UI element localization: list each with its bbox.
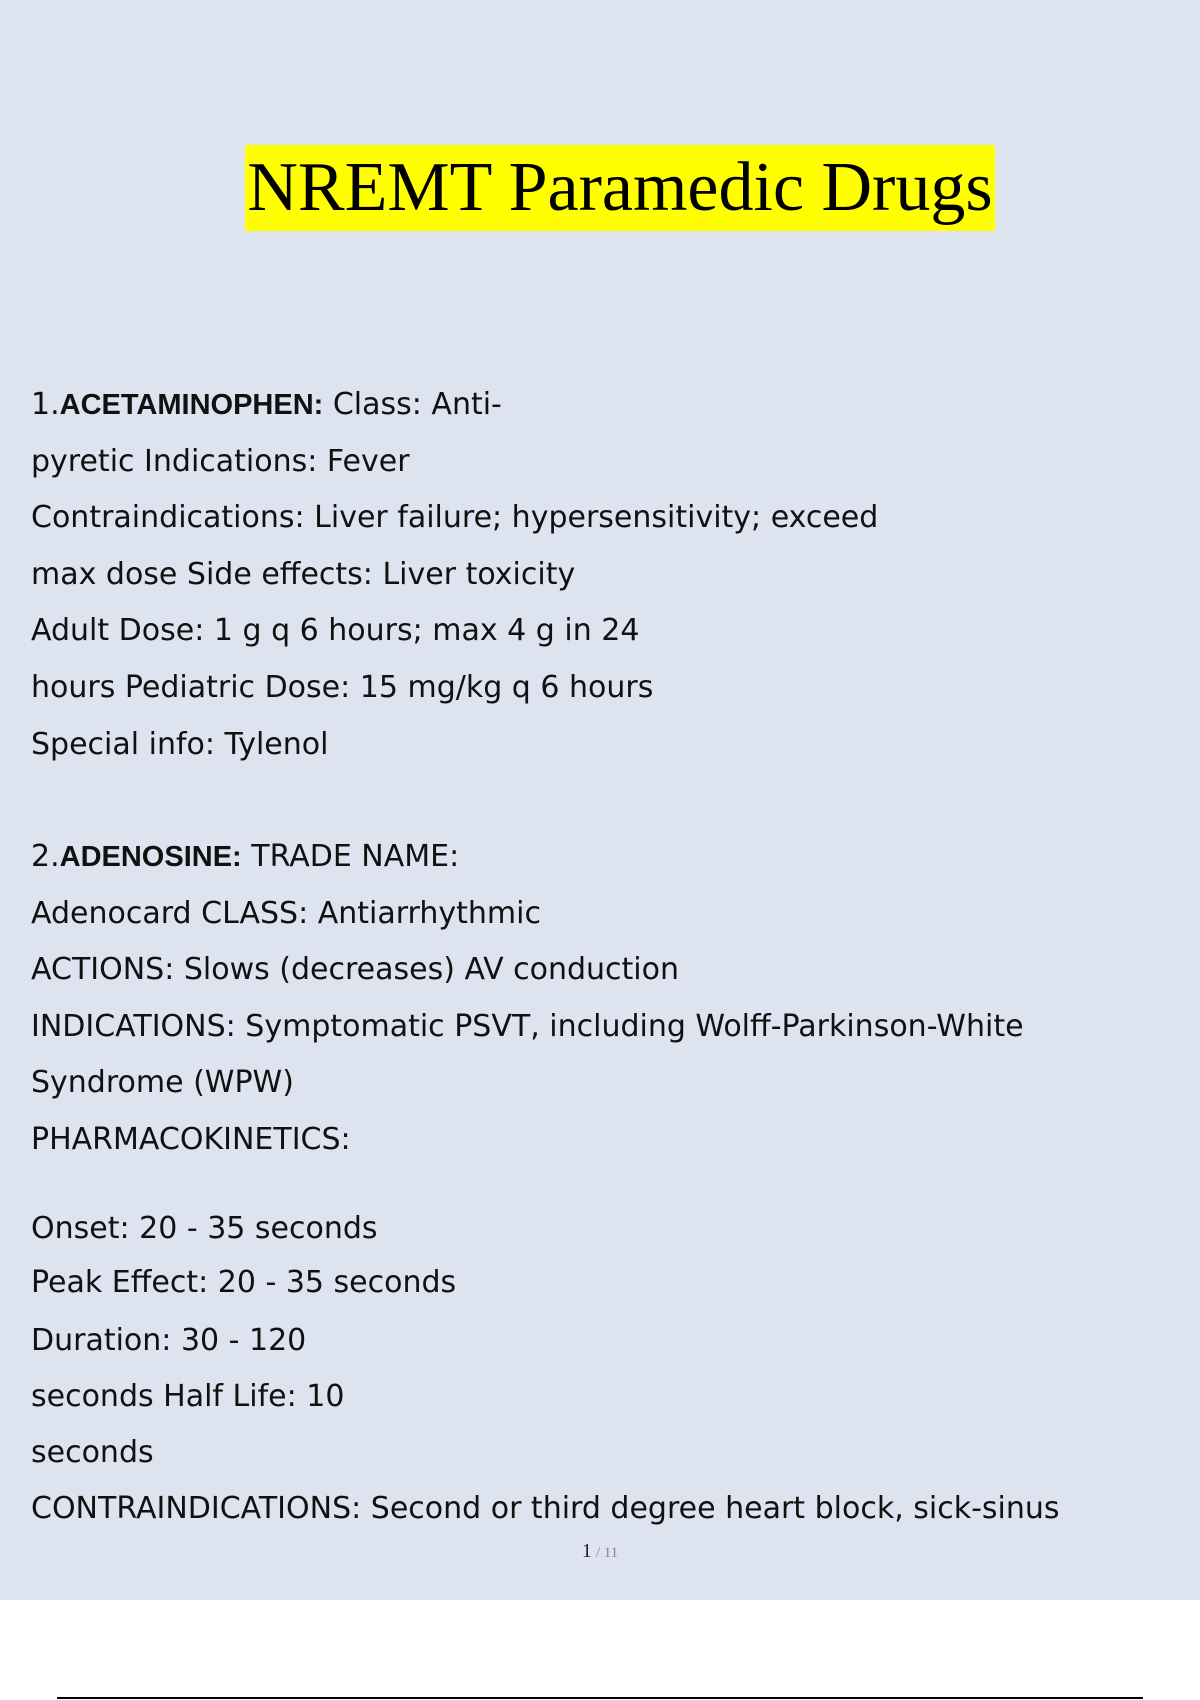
entry-line: seconds	[31, 1435, 154, 1470]
entry-2-heading	[31, 837, 459, 877]
drug-name: ACETAMINOPHEN:	[59, 389, 324, 421]
entry-line: Onset: 20 - 35 seconds	[31, 1211, 378, 1246]
total-pages: / 11	[595, 1545, 619, 1561]
entry-line: Duration: 30 - 120	[31, 1323, 307, 1358]
entry-1-heading	[31, 385, 502, 425]
entry-line: hours Pediatric Dose: 15 mg/kg q 6 hours	[31, 670, 654, 705]
entry-number: 2.	[31, 839, 60, 874]
document-title: NREMT Paramedic Drugs	[245, 145, 994, 231]
next-page-top-rule	[57, 1697, 1143, 1699]
page-indicator	[0, 1540, 1200, 1563]
entry-line: pyretic Indications: Fever	[31, 444, 410, 479]
entry-line: Special info: Tylenol	[31, 727, 329, 762]
title-container	[0, 145, 1200, 231]
entry-line: Syndrome (WPW)	[31, 1065, 294, 1100]
entry-line: Adult Dose: 1 g q 6 hours; max 4 g in 24	[31, 613, 640, 648]
entry-line: ACTIONS: Slows (decreases) AV conduction	[31, 952, 680, 987]
entry-line: INDICATIONS: Symptomatic PSVT, including Wolff-Parkinson-White	[31, 1009, 1024, 1044]
entry-line: seconds Half Life: 10	[31, 1379, 345, 1414]
drug-name: ADENOSINE:	[59, 841, 242, 873]
entry-line: max dose Side effects: Liver toxicity	[31, 557, 576, 592]
entry-line: CONTRAINDICATIONS: Second or third degree heart block, sick-sinus	[31, 1491, 1060, 1526]
entry-heading-rest: TRADE NAME:	[241, 839, 460, 874]
current-page-number: 1	[581, 1540, 592, 1562]
entry-line: Peak Effect: 20 - 35 seconds	[31, 1265, 457, 1300]
entry-line: Contraindications: Liver failure; hypersensitivity; exceed	[31, 500, 879, 535]
entry-number: 1.	[31, 387, 60, 422]
entry-line: PHARMACOKINETICS:	[31, 1122, 351, 1157]
entry-heading-rest: Class: Anti-	[323, 387, 502, 422]
entry-line: Adenocard CLASS: Antiarrhythmic	[31, 896, 541, 931]
